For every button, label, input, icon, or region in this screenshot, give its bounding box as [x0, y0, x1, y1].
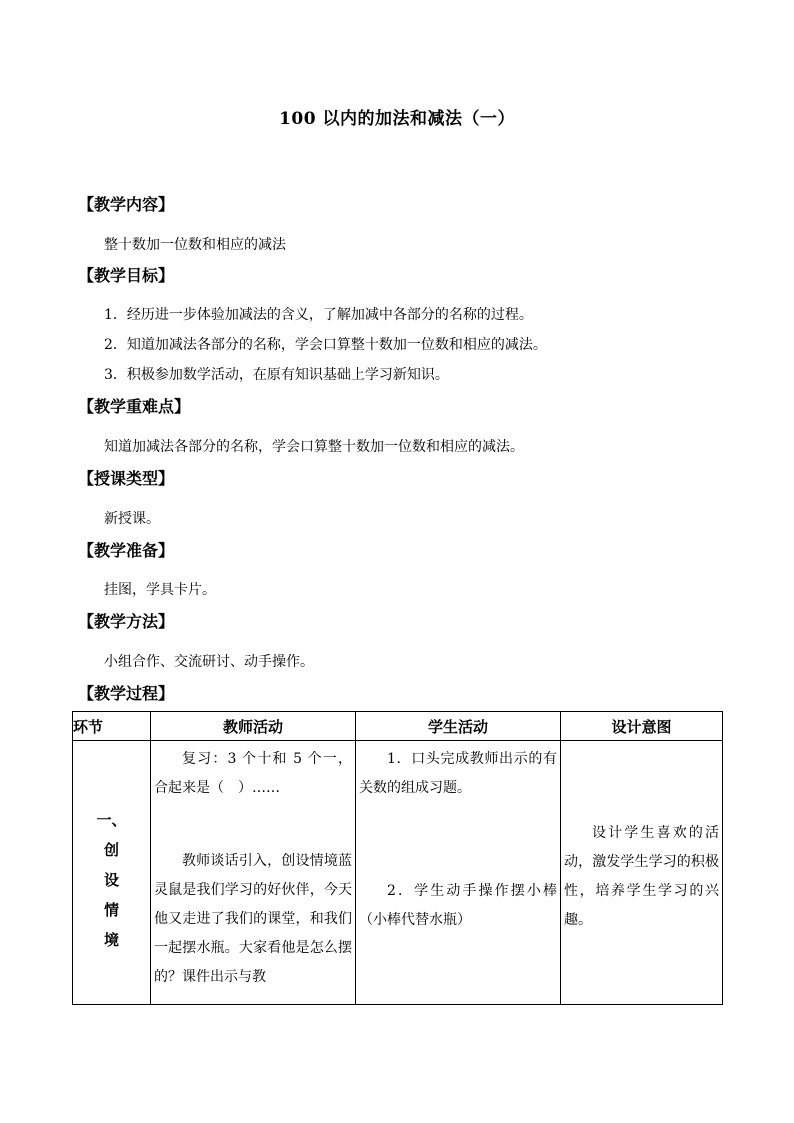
step-line: 情: [103, 901, 119, 919]
step-line: 设: [103, 871, 119, 889]
header-student-activity: 学生活动: [356, 712, 561, 741]
goal-item-1: 1．经历进一步体验加减法的含义，了解加减中各部分的名称的过程。: [104, 307, 533, 323]
heading-goals: 【教学目标】: [78, 266, 175, 285]
teacher-activity-review: 复习：3 个十和 5 个一，合起来是（ ）……: [154, 751, 352, 796]
table-header-row: [73, 712, 723, 741]
header-step: 环节: [73, 712, 151, 741]
header-teacher-activity: 教师活动: [151, 712, 356, 741]
step-line: 境: [103, 931, 119, 949]
table-row: [73, 741, 723, 1005]
teaching-process-table: [72, 711, 723, 1005]
heading-key-points: 【教学重难点】: [78, 397, 191, 416]
teacher-activity-intro: 教师谈话引入，创设情境蓝灵鼠是我们学习的好伙伴，今天他又走进了我们的课堂，和我们一起摆水瓶。大家看他是怎么摆的？课件出示与教: [154, 853, 352, 985]
heading-methods: 【教学方法】: [78, 612, 175, 631]
heading-process: 【教学过程】: [78, 684, 175, 703]
student-activity-1: 1．口头完成教师出示的有关数的组成习题。: [359, 751, 557, 796]
design-intent-cell: [561, 741, 723, 1005]
student-activity-cell: [356, 741, 561, 1005]
key-points-text: 知道加减法各部分的名称，学会口算整十数加一位数和相应的减法。: [104, 439, 524, 455]
lesson-type-text: 新授课。: [104, 511, 160, 527]
design-intent-text: 设计学生喜欢的活动，激发学生学习的积极性，培养学生学习的兴趣。: [564, 825, 719, 928]
student-activity-2: 2．学生动手操作摆小棒（小棒代替水瓶）: [359, 883, 557, 928]
goal-item-3: 3．积极参加数学活动，在原有知识基础上学习新知识。: [104, 367, 449, 383]
header-design-intent: 设计意图: [561, 712, 723, 741]
step-line: 创: [103, 841, 119, 859]
heading-lesson-type: 【授课类型】: [78, 469, 175, 488]
step-line: 一、: [96, 811, 127, 829]
content-text: 整十数加一位数和相应的减法: [104, 237, 286, 253]
preparation-text: 挂图，学具卡片。: [104, 582, 216, 598]
heading-preparation: 【教学准备】: [78, 541, 175, 560]
heading-content: 【教学内容】: [78, 195, 175, 214]
teacher-activity-cell: [151, 741, 356, 1005]
document-title: 100 以内的加法和减法（一）: [279, 109, 515, 129]
methods-text: 小组合作、交流研讨、动手操作。: [104, 654, 314, 670]
goal-item-2: 2．知道加减法各部分的名称，学会口算整十数加一位数和相应的减法。: [104, 337, 547, 353]
step-cell: [73, 741, 151, 1005]
